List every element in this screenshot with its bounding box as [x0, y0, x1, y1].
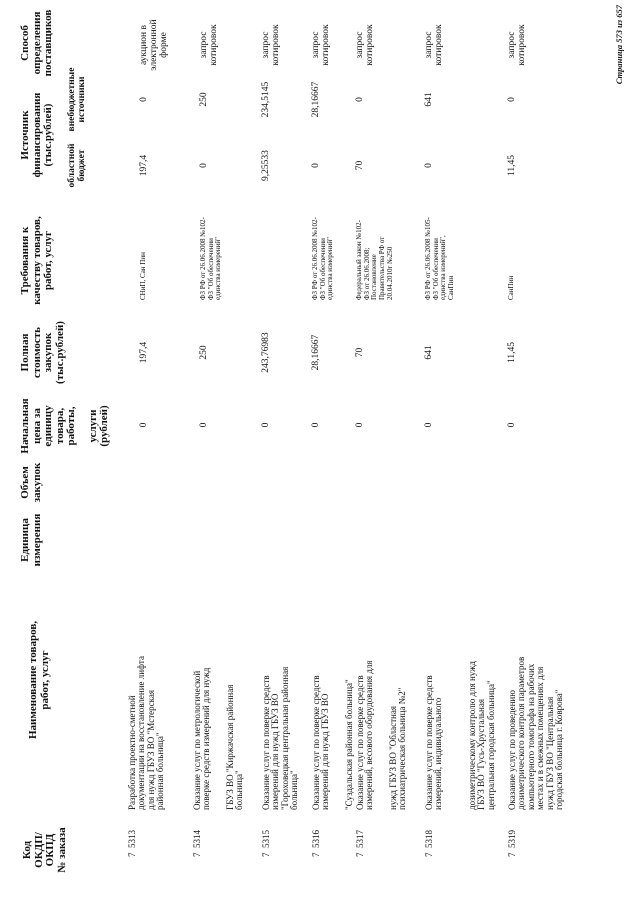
row-order-value: 5317 [355, 830, 365, 848]
row-method-line: аукцион в [139, 25, 149, 65]
header-volume-line: закупок [30, 462, 43, 503]
row-method-line: запрос [424, 31, 434, 59]
row-start-price: 0 [139, 422, 149, 428]
row-code [312, 830, 321, 857]
row-name-line: "Суздальская районная больница" [343, 679, 354, 810]
row-method [312, 10, 332, 80]
row-extra: 28,16667 [311, 81, 321, 118]
header-unit [20, 505, 43, 575]
header-source-line: (тыс.рублей) [42, 103, 55, 167]
row-name-line: Оказание услуг по метрологической [192, 670, 202, 810]
row-extra: 0 [507, 97, 517, 102]
row-extra: 0 [355, 97, 365, 102]
header-requirements-line: Требования к [19, 226, 31, 295]
row-name-line: ГБУЗ ВО "Гусь-Хрустальная [476, 699, 487, 810]
row-name-line: ГБУЗ ВО "Киржачская районная [224, 684, 235, 810]
row-code [508, 830, 517, 857]
row-name-line: измерений, индивидуального [433, 697, 444, 810]
header-full-cost-line: (тыс.рублей) [53, 321, 66, 384]
row-start-price: 0 [311, 422, 321, 428]
header-method-line: определения [30, 11, 43, 75]
header-source-extra [68, 62, 88, 137]
row-name-line: Разработка проектно-сметной [127, 695, 137, 810]
header-start-price-line: единицу [42, 405, 55, 447]
row-regional: 9,25533 [261, 150, 271, 181]
row-name-line [444, 585, 456, 810]
row-requirements-line: СанПин [447, 275, 456, 300]
row-name-line: районная больница" [155, 732, 166, 810]
row-name-line: нужд ГБУЗ ВО "Областная [387, 706, 398, 810]
row-start-price: 0 [355, 422, 365, 428]
row-code-value: 7 [507, 852, 517, 857]
row-requirements-line: Постановление [370, 254, 379, 300]
row-code [356, 830, 365, 857]
row-method-line: котировок [364, 24, 375, 66]
header-source-regional-line: бюджет [76, 149, 87, 182]
row-method [356, 10, 376, 80]
row-order-value: 5316 [311, 830, 321, 848]
header-source-regional [68, 138, 88, 193]
row-method-line: котировок [208, 24, 219, 66]
row-regional: 0 [311, 163, 321, 168]
row-extra: 0 [139, 97, 149, 102]
row-start-price: 0 [507, 422, 517, 428]
row-code-value: 7 [424, 852, 434, 857]
row-name-line: местах и в смежных помещениях для [535, 666, 546, 810]
header-unit-line: Единица [19, 518, 31, 562]
row-requirements-line: единства измерений" [326, 237, 335, 300]
row-method-line: запрос [355, 31, 365, 59]
row-name-line: больница" [234, 770, 245, 810]
header-source-extra-line: внебюджетные [67, 67, 77, 132]
header-source-extra-line: источники [76, 76, 87, 123]
row-name [508, 585, 565, 810]
header-requirements [20, 208, 55, 313]
row-regional: 197,4 [139, 154, 149, 177]
row-start-price: 0 [199, 422, 209, 428]
row-name-line: дозиметрическому контролю для нужд [466, 660, 477, 810]
row-requirements-line: ФЗ РФ от 26.06.2008 №102- [311, 217, 319, 300]
row-requirements-line: 20.04.2010г №250 [385, 246, 394, 300]
header-full-cost-line: Полная [19, 333, 31, 372]
row-requirements-line: СанПин [507, 275, 515, 300]
row-requirements [312, 200, 335, 300]
row-name [262, 585, 300, 810]
row-name [425, 585, 496, 810]
header-source [20, 80, 55, 190]
header-source-line: Источник [19, 110, 31, 160]
header-requirements-line: качеству товаров, [30, 216, 43, 305]
row-extra: 234,5145 [261, 81, 271, 118]
row-method [262, 10, 282, 80]
row-regional: 11,45 [507, 154, 517, 177]
row-name [356, 585, 408, 810]
row-requirements-line: Федеральный закон №102- [355, 220, 363, 300]
header-name [28, 585, 51, 775]
header-code [22, 815, 68, 885]
row-name-line: нужд ГБУЗ ВО "Центральная [544, 696, 555, 810]
row-method [140, 10, 170, 80]
header-code-line: ОКДП/ [32, 832, 45, 868]
row-method-line: запрос [261, 31, 271, 59]
row-requirements-line: единства измерений" [214, 237, 223, 300]
row-method-line: запрос [507, 31, 517, 59]
row-requirements [425, 200, 456, 300]
row-name-line: измерений для нужд ГБУЗ ВО [270, 693, 281, 810]
header-full-cost-line: закупок [42, 332, 55, 373]
row-requirements-line: Правительства РФ от [378, 236, 387, 300]
row-code [128, 830, 137, 857]
row-name-line: документации на восстановление лифта [136, 656, 147, 810]
row-requirements [140, 200, 148, 300]
row-code [425, 830, 434, 857]
header-source-regional-line: областной [67, 143, 77, 188]
row-method-line: запрос [199, 31, 209, 59]
row-order-value: 5313 [127, 830, 137, 848]
row-method [200, 10, 220, 80]
header-method [20, 3, 55, 83]
row-name-line: измерений, весового оборудования для [364, 660, 375, 810]
row-code-value: 7 [192, 852, 202, 857]
row-requirements [508, 200, 516, 300]
row-name-line: городская больница г. Коврова" [554, 689, 565, 810]
header-start-price-line: товара, [53, 407, 66, 445]
row-requirements [200, 200, 223, 300]
row-name-line: психиатрическая больница №2" [397, 687, 408, 810]
row-method-line: котировок [320, 24, 331, 66]
row-full-cost: 641 [424, 345, 434, 360]
header-volume-line: Объем [19, 466, 31, 499]
row-code-value: 7 [311, 852, 321, 857]
row-name [312, 585, 354, 810]
header-start-price-line: Начальная [19, 398, 31, 454]
row-requirements-line: СНиП, Сан Пин [139, 252, 147, 300]
header-code-line: Код [21, 840, 33, 860]
row-name-line: для нужд ГБУЗ ВО "Мстерская [145, 690, 156, 810]
row-extra: 250 [199, 92, 209, 107]
row-full-cost: 70 [355, 347, 365, 358]
row-requirements-line: ФЗ РФ от 26.06.2008 №102- [199, 217, 207, 300]
row-name-line: Оказание услуг по проведению [507, 690, 517, 810]
row-name-line: измерений для нужд ГБУЗ ВО [320, 693, 331, 810]
row-code-value: 7 [127, 852, 137, 857]
row-name-line [331, 585, 345, 810]
row-full-cost: 28,16667 [311, 334, 321, 371]
row-extra: 641 [424, 92, 434, 107]
row-order-value: 5315 [261, 830, 271, 848]
header-requirements-line: работ, услуг [42, 230, 55, 291]
row-name-line [375, 585, 389, 810]
row-regional: 70 [355, 160, 365, 171]
row-method-line: котировок [433, 24, 444, 66]
row-code [262, 830, 271, 857]
row-method [508, 10, 528, 80]
row-regional: 0 [199, 163, 209, 168]
row-name-line: Оказание услуг по поверке средств [424, 675, 434, 810]
row-name [128, 585, 166, 810]
row-regional: 0 [424, 163, 434, 168]
row-full-cost: 197,4 [139, 341, 149, 364]
row-requirements-line: ФЗ от 26.06.2008; [362, 247, 371, 300]
header-code-line: ОКПД [44, 833, 57, 867]
row-name-line: компьютерного томографа на рабочих [525, 663, 536, 810]
row-code [193, 830, 202, 857]
row-requirements [356, 200, 394, 300]
row-name-line: Оказание услуг по поверке средств [261, 675, 271, 810]
row-method-line: котировок [516, 24, 527, 66]
page-number: Страница 573 из 657 [614, 5, 624, 85]
header-code-line: № заказа [55, 827, 68, 873]
row-name [193, 585, 245, 810]
header-unit-line: измерения [30, 513, 43, 567]
header-full-cost [20, 315, 66, 390]
header-name-line: работ, услуг [38, 650, 51, 710]
header-source-line: финансирования [30, 92, 43, 178]
row-code-value: 7 [355, 852, 365, 857]
header-start-price-line: услуги [86, 409, 99, 443]
header-volume [20, 455, 43, 510]
row-order-value: 5319 [507, 830, 517, 848]
row-name-line: больница" [289, 770, 300, 810]
header-name-line: Наименование товаров, [27, 620, 39, 740]
row-name-line: Оказание услуг по поверке средств [355, 675, 365, 810]
row-method-line: форме [158, 32, 169, 58]
row-name-line: Оказание услуг по поверке средств [311, 675, 321, 810]
row-requirements-line: единства измерений", [439, 235, 448, 300]
header-start-price-line: работы, [65, 406, 78, 446]
row-method-line: котировок [270, 24, 281, 66]
header-full-cost-line: стоимость [30, 327, 43, 378]
row-start-price: 0 [424, 422, 434, 428]
row-full-cost: 11,45 [507, 341, 517, 364]
row-full-cost: 250 [199, 345, 209, 360]
row-requirements-line: ФЗ "Об обеспечении [431, 238, 440, 300]
row-requirements-line: ФЗ РФ от 26.06.2008 №105- [424, 217, 432, 300]
row-name-line [212, 585, 226, 810]
row-name-line: поверке средств измерений для нужд [201, 667, 212, 810]
row-method-line: электронной [148, 19, 159, 71]
header-method-line: поставщиков [42, 9, 55, 77]
row-order-value: 5318 [424, 830, 434, 848]
row-name-line: дозиметрического контроля параметров [516, 656, 527, 810]
row-name-line: центральная городская больница" [485, 680, 496, 810]
row-requirements-line: ФЗ "Об обеспечении [318, 238, 327, 300]
row-method-line: запрос [311, 31, 321, 59]
row-start-price: 0 [261, 422, 271, 428]
header-start-price-line: цена за [30, 408, 43, 444]
header-start-price-line: (рублей) [98, 405, 111, 447]
row-order-value: 5314 [192, 830, 202, 848]
row-full-cost: 243,76983 [261, 332, 271, 373]
row-name-line: "Гороховецкая центральная районная [279, 666, 290, 810]
row-code-value: 7 [261, 852, 271, 857]
row-method [425, 10, 445, 80]
header-method-line: Способ [19, 25, 31, 61]
row-requirements-line: ФЗ "Об обеспечении [206, 238, 215, 300]
header-start-price [20, 395, 111, 457]
